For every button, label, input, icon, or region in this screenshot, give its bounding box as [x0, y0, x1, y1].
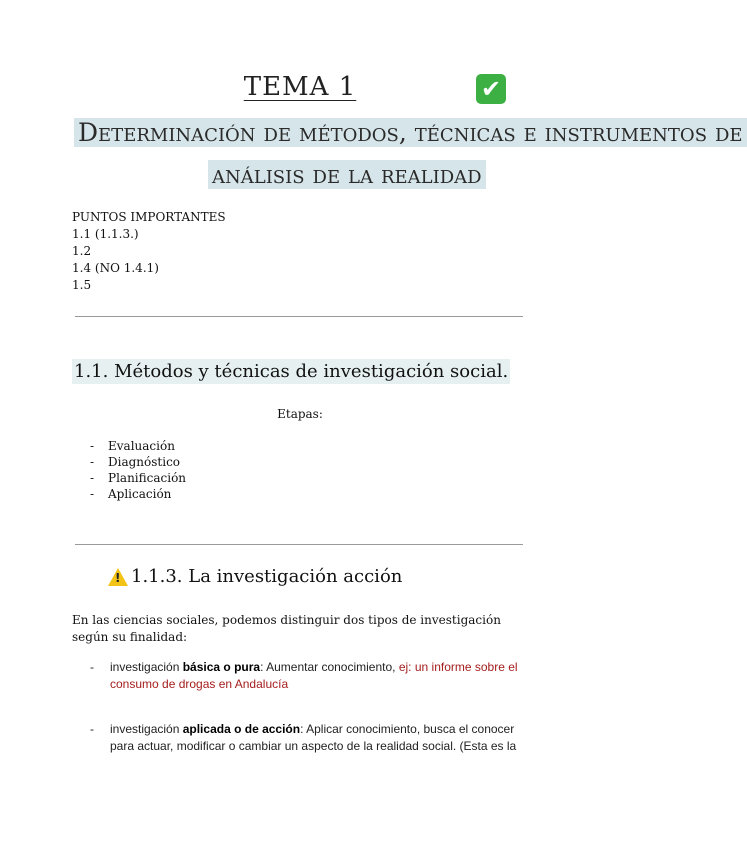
tema-title: TEMA 1: [243, 72, 357, 102]
puntos-item: 1.4 (NO 1.4.1): [72, 261, 159, 275]
puntos-importantes: [72, 209, 226, 294]
check-icon: ✔: [476, 74, 506, 104]
divider: [75, 316, 523, 317]
doc-title-line-2: [208, 157, 486, 193]
list-item-basica: - investigación básica o pura: Aumentar conocimiento, ej: un informe sobre el consumo de drogas en Andalucía: [90, 660, 518, 691]
section-heading-1-1: 1.1. Métodos y técnicas de investigación social.: [74, 361, 509, 382]
list-item: - Planificación: [90, 471, 187, 485]
list-item: - Aplicación: [90, 487, 172, 501]
doc-title-line-1: [74, 114, 747, 152]
section-heading-1-1-3: [108, 566, 402, 587]
intro-paragraph: En las ciencias sociales, podemos distinguir dos tipos de investigación según su finalidad:: [72, 613, 501, 644]
warning-icon: !: [108, 568, 128, 586]
divider: [75, 544, 523, 545]
etapas-list: [90, 438, 186, 502]
doc-title-text-1: Determinación de métodos, técnicas e instrumentos de: [74, 118, 747, 147]
puntos-heading: PUNTOS IMPORTANTES: [72, 210, 226, 224]
puntos-item: 1.1 (1.1.3.): [72, 227, 139, 241]
example-text: ej: un informe sobre el consumo de drogas en Andalucía: [110, 660, 518, 691]
section-heading-text: 1.1.3. La investigación acción: [131, 566, 403, 587]
etapas-label: Etapas:: [277, 407, 323, 421]
puntos-item: 1.2: [72, 244, 92, 258]
list-item-aplicada: - investigación aplicada o de acción: Aplicar conocimiento, busca el conocer para actuar, modificar o cambiar un aspecto de la realidad social. (Esta es la: [90, 722, 517, 753]
tema-header: [0, 72, 600, 112]
list-item: - Evaluación: [90, 439, 175, 453]
doc-title-text-2: análisis de la realidad: [208, 160, 486, 189]
puntos-item: 1.5: [72, 278, 92, 292]
list-item: - Diagnóstico: [90, 455, 181, 469]
